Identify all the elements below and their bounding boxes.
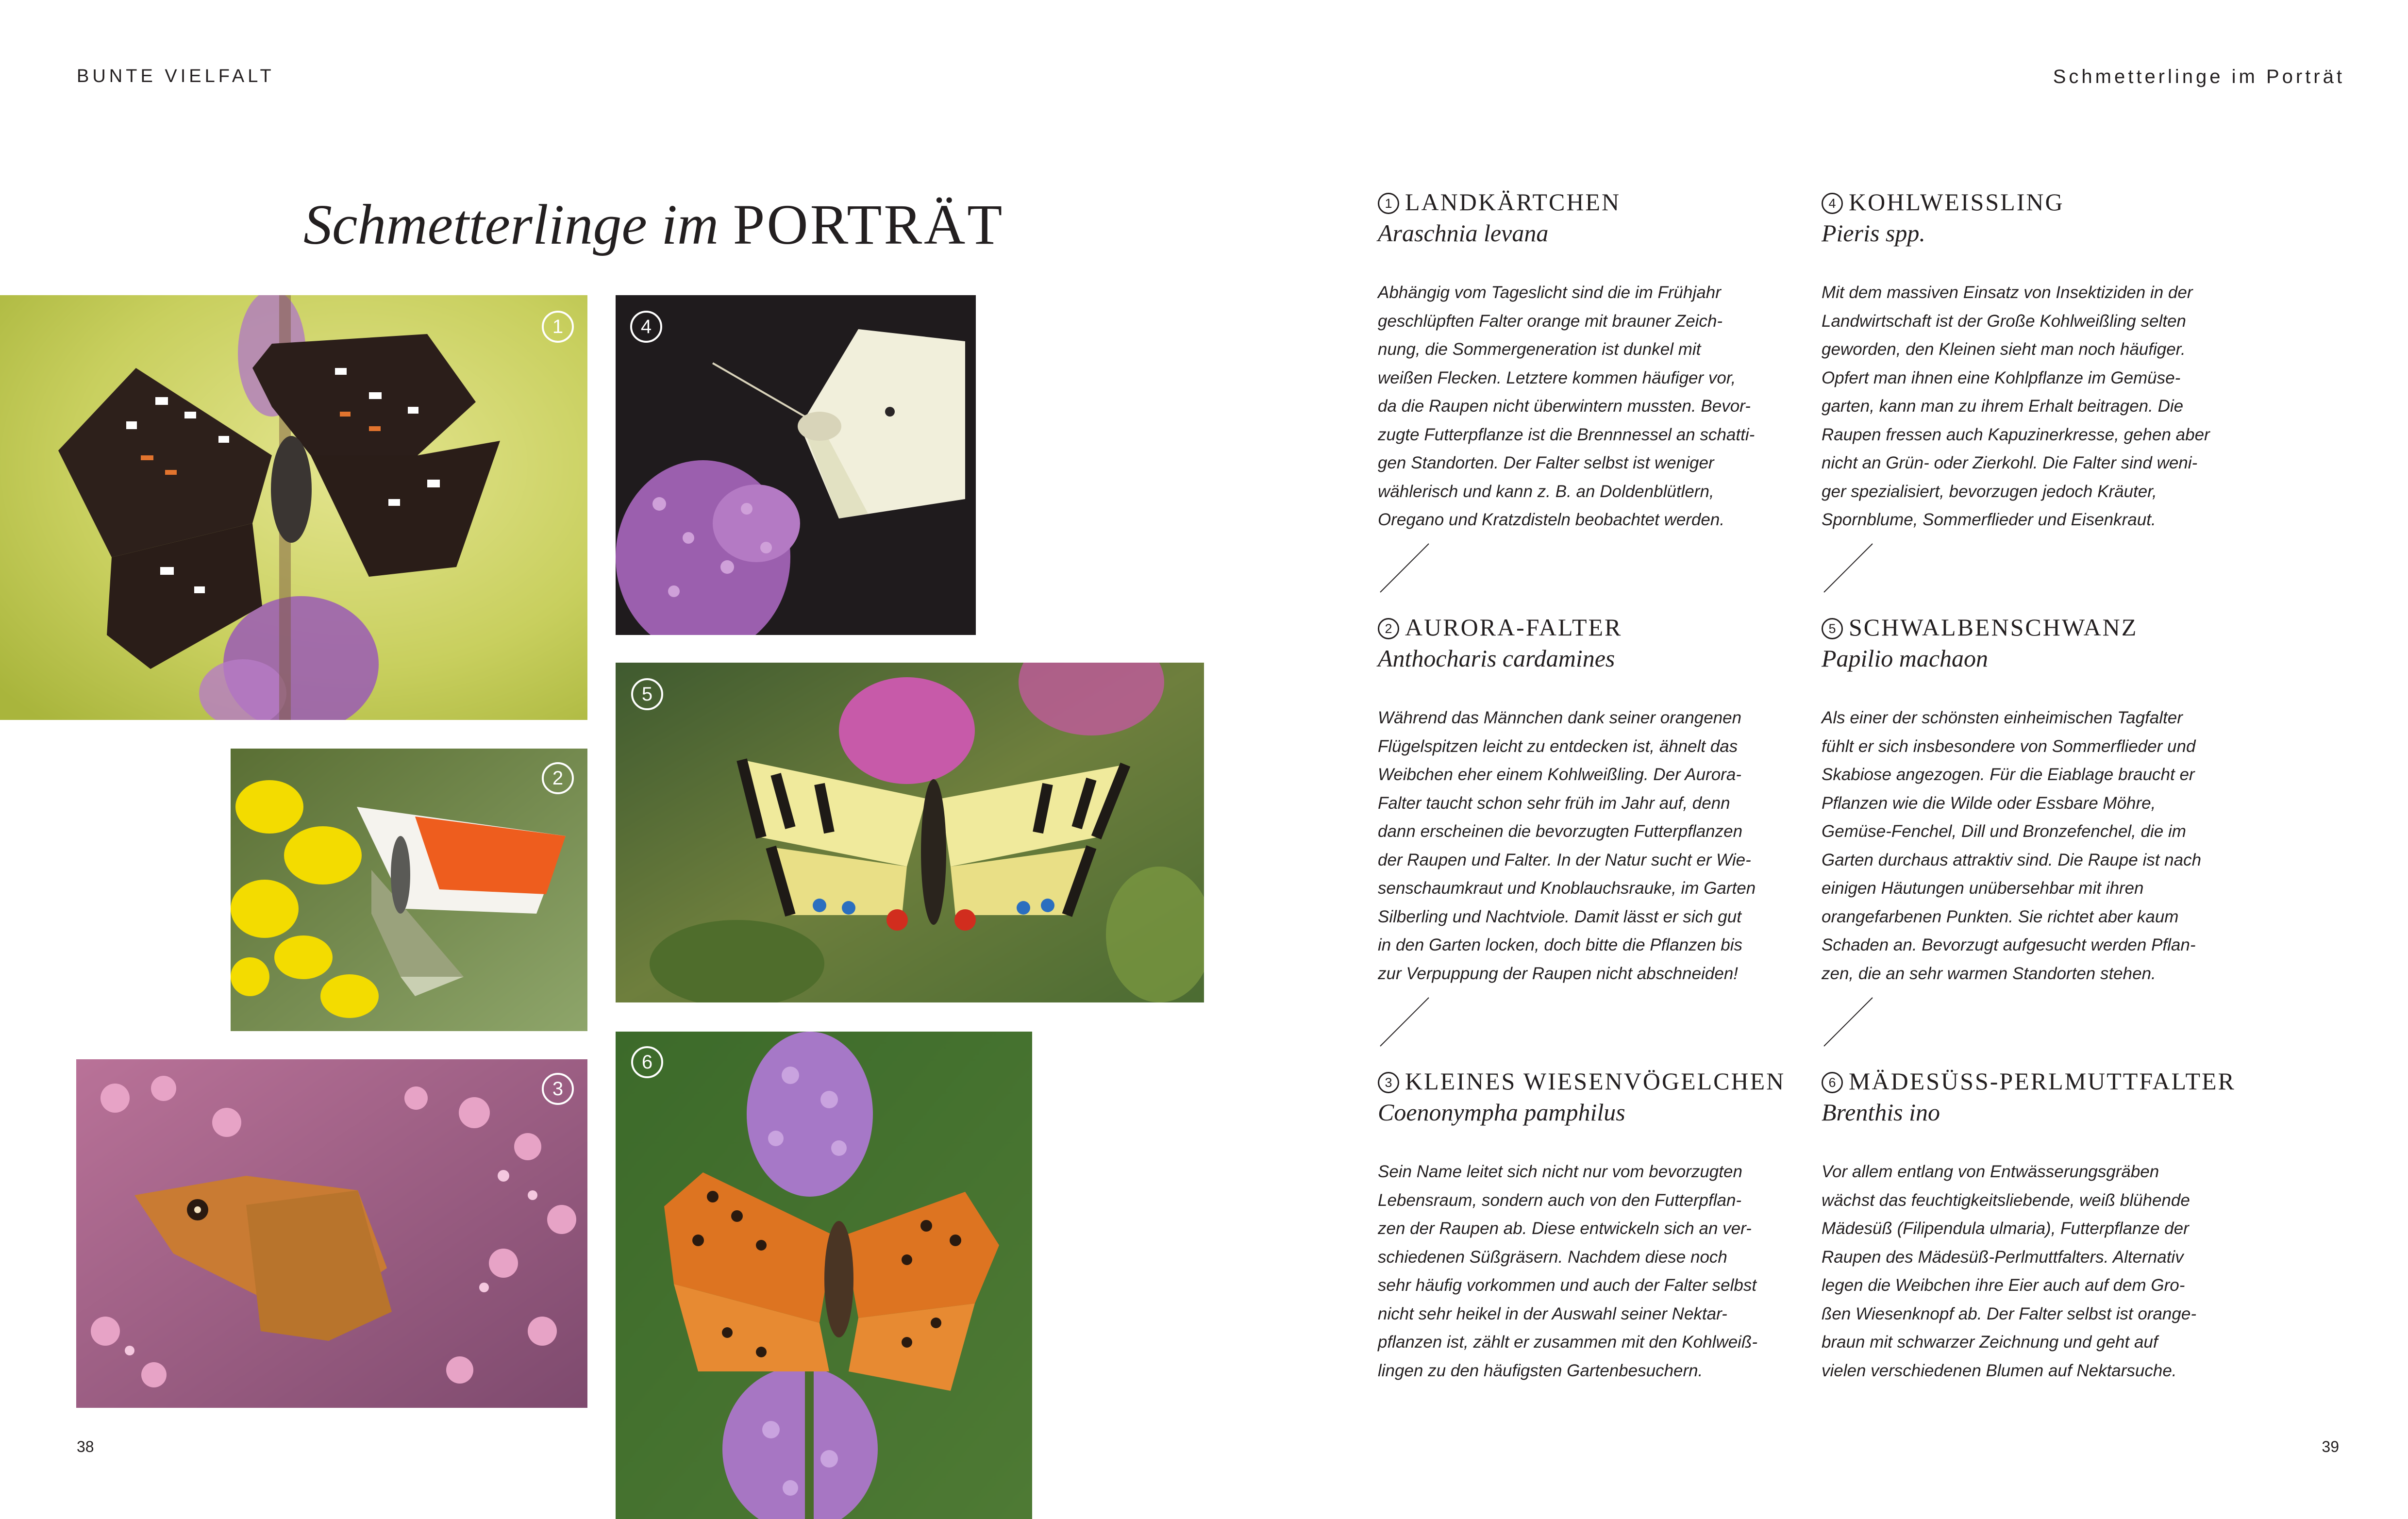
body-line: Raupen des Mädesüß-Perlmuttfalters. Alternativ bbox=[1822, 1247, 2184, 1267]
entry-number: 5 bbox=[1822, 618, 1843, 639]
photo-number-badge: 2 bbox=[542, 762, 574, 794]
title-italic: Schmetterlinge im bbox=[303, 193, 719, 256]
body-line: Weibchen eher einem Kohlweißling. Der Aurora- bbox=[1378, 765, 1741, 784]
body-line: Falter taucht schon sehr früh im Jahr auf, denn bbox=[1378, 793, 1730, 813]
running-head-right: Schmetterlinge im Porträt bbox=[2053, 66, 2345, 87]
body-line: zur Verpuppung der Raupen nicht abschneiden! bbox=[1378, 964, 1739, 983]
body-line: Mit dem massiven Einsatz von Insektiziden in der bbox=[1822, 283, 2193, 302]
body-line: vielen verschiedenen Blumen auf Nektarsuche. bbox=[1822, 1361, 2177, 1380]
body-line: Flügelspitzen leicht zu entdecken ist, ähnelt das bbox=[1378, 736, 1738, 756]
entry-heading bbox=[1822, 1066, 2239, 1097]
body-line: Mädesüß (Filipendula ulmaria), Futterpflanze der bbox=[1822, 1219, 2189, 1238]
entry-name: LANDKÄRTCHEN bbox=[1405, 188, 1621, 216]
body-line: Skabiose angezogen. Für die Eiablage braucht er bbox=[1822, 765, 2195, 784]
entry-heading bbox=[1378, 612, 1795, 643]
body-line: nicht an Grün- oder Zierkohl. Die Falter sind weni- bbox=[1822, 453, 2198, 472]
entry-latin-name: Anthocharis cardamines bbox=[1378, 645, 1615, 672]
body-line: fühlt er sich insbesondere von Sommerflieder und bbox=[1822, 736, 2196, 756]
kleines-wiesenvoegelchen-photo bbox=[76, 1059, 587, 1408]
kohlweissling-photo-image bbox=[616, 295, 976, 635]
entry-landkaertchen bbox=[1378, 186, 1795, 534]
body-line: Spornblume, Sommerflieder und Eisenkraut. bbox=[1822, 510, 2156, 529]
body-line: Landwirtschaft ist der Große Kohlweißling selten bbox=[1822, 311, 2186, 331]
schwalbenschwanz-photo-image bbox=[616, 663, 1204, 1002]
entry-kleines-wiesenvoegelchen bbox=[1378, 1066, 1795, 1385]
body-line: Raupen fressen auch Kapuzinerkresse, gehen aber bbox=[1822, 425, 2210, 444]
entry-name: AURORA-FALTER bbox=[1405, 614, 1622, 641]
entry-latin-name: Papilio machaon bbox=[1822, 645, 1989, 672]
body-line: zen der Raupen ab. Diese entwickeln sich an ver- bbox=[1378, 1219, 1752, 1238]
body-line: gen Standorten. Der Falter selbst ist weniger bbox=[1378, 453, 1714, 472]
body-line: Als einer der schönsten einheimischen Tagfalter bbox=[1822, 708, 2183, 727]
entry-latin-name: Coenonympha pamphilus bbox=[1378, 1099, 1625, 1126]
entry-number: 6 bbox=[1822, 1072, 1843, 1093]
photo-number-badge: 3 bbox=[542, 1073, 574, 1105]
photo-number-badge: 1 bbox=[542, 311, 574, 343]
section-divider bbox=[1378, 541, 1431, 595]
body-line: Abhängig vom Tageslicht sind die im Frühjahr bbox=[1378, 283, 1721, 302]
body-line: zugte Futterpflanze ist die Brennnessel an schatti- bbox=[1378, 425, 1755, 444]
entry-heading bbox=[1822, 612, 2239, 643]
entry-kohlweissling bbox=[1822, 186, 2239, 534]
entry-latin-name: Brenthis ino bbox=[1822, 1099, 1940, 1126]
body-line: ßen Wiesenknopf ab. Der Falter selbst ist orange- bbox=[1822, 1304, 2196, 1323]
kleines-wiesenvoegelchen-photo-image bbox=[76, 1059, 587, 1408]
body-line: zen, die an sehr warmen Standorten stehen. bbox=[1822, 964, 2156, 983]
entry-heading bbox=[1378, 186, 1795, 217]
entry-maedesuess-perlmuttfalter bbox=[1822, 1066, 2239, 1385]
body-line: lingen zu den häufigsten Gartenbesuchern. bbox=[1378, 1361, 1703, 1380]
body-line: garten, kann man zu ihrem Erhalt beitragen. Die bbox=[1822, 397, 2184, 416]
entry-body bbox=[1822, 1158, 2249, 1385]
body-line: da die Raupen nicht überwintern mussten. Bevor- bbox=[1378, 397, 1751, 416]
body-line: nung, die Sommergeneration ist dunkel mit bbox=[1378, 340, 1701, 359]
body-line: braun mit schwarzer Zeichnung und geht auf bbox=[1822, 1333, 2158, 1352]
section-divider bbox=[1378, 995, 1431, 1049]
body-line: senschaumkraut und Knoblauchsrauke, im Garten bbox=[1378, 879, 1756, 898]
body-line: Pflanzen wie die Wilde oder Essbare Möhre, bbox=[1822, 793, 2156, 813]
maedesuess-perlmuttfalter-photo-image bbox=[616, 1032, 1032, 1519]
body-line: wählerisch und kann z. B. an Doldenblütlern, bbox=[1378, 482, 1714, 501]
entry-number: 2 bbox=[1378, 618, 1399, 639]
body-line: Opfert man ihnen eine Kohlpflanze im Gemüse- bbox=[1822, 368, 2181, 387]
photo-number-badge: 5 bbox=[631, 678, 663, 710]
entry-name: SCHWALBENSCHWANZ bbox=[1849, 614, 2138, 641]
photo-number-badge: 6 bbox=[631, 1046, 663, 1078]
body-line: weißen Flecken. Letztere kommen häufiger vor, bbox=[1378, 368, 1736, 387]
entry-body bbox=[1822, 279, 2249, 534]
photo-number-badge: 4 bbox=[630, 311, 662, 343]
entry-body bbox=[1378, 279, 1805, 534]
spread-title bbox=[303, 192, 1004, 258]
landkaertchen-photo-image bbox=[0, 295, 587, 720]
entry-heading bbox=[1822, 186, 2239, 217]
aurora-falter-photo-image bbox=[231, 749, 587, 1031]
entry-body bbox=[1378, 704, 1805, 988]
entry-name: KLEINES WIESENVÖGELCHEN bbox=[1405, 1068, 1786, 1095]
page-number-left: 38 bbox=[77, 1438, 94, 1455]
maedesuess-perlmuttfalter-photo bbox=[616, 1032, 1032, 1519]
body-line: einigen Häutungen unübersehbar mit ihren bbox=[1822, 879, 2144, 898]
body-line: Silberling und Nachtviole. Damit lässt er sich gut bbox=[1378, 907, 1741, 926]
entry-body bbox=[1822, 704, 2249, 988]
entry-number: 1 bbox=[1378, 193, 1399, 214]
landkaertchen-photo bbox=[0, 295, 587, 720]
body-line: Gemüse-Fenchel, Dill und Bronzefenchel, die im bbox=[1822, 822, 2186, 841]
entry-number: 3 bbox=[1378, 1072, 1399, 1093]
entry-schwalbenschwanz bbox=[1822, 612, 2239, 988]
body-line: in den Garten locken, doch bitte die Pflanzen bis bbox=[1378, 935, 1743, 954]
body-line: wächst das feuchtigkeitsliebende, weiß blühende bbox=[1822, 1190, 2190, 1210]
entry-number: 4 bbox=[1822, 193, 1843, 214]
body-line: Vor allem entlang von Entwässerungsgräben bbox=[1822, 1162, 2159, 1181]
running-head-left: BUNTE VIELFALT bbox=[77, 66, 275, 86]
entry-latin-name: Pieris spp. bbox=[1822, 219, 1925, 247]
body-line: Oregano und Kratzdisteln beobachtet werden. bbox=[1378, 510, 1725, 529]
body-line: geworden, den Kleinen sieht man noch häufiger. bbox=[1822, 340, 2186, 359]
schwalbenschwanz-photo bbox=[616, 663, 1204, 1002]
section-divider bbox=[1822, 995, 1875, 1049]
kohlweissling-photo bbox=[616, 295, 976, 635]
body-line: Während das Männchen dank seiner orangenen bbox=[1378, 708, 1742, 727]
body-line: nicht sehr heikel in der Auswahl seiner Nektar- bbox=[1378, 1304, 1727, 1323]
aurora-falter-photo bbox=[231, 749, 587, 1031]
body-line: Lebensraum, sondern auch von den Futterpflan- bbox=[1378, 1190, 1742, 1210]
body-line: dann erscheinen die bevorzugten Futterpflanzen bbox=[1378, 822, 1743, 841]
entry-heading bbox=[1378, 1066, 1795, 1097]
body-line: Sein Name leitet sich nicht nur vom bevorzugten bbox=[1378, 1162, 1742, 1181]
body-line: sehr häufig vorkommen und auch der Falter selbst bbox=[1378, 1276, 1757, 1295]
entry-body bbox=[1378, 1158, 1805, 1385]
body-line: pflanzen ist, zählt er zusammen mit den Kohlweiß- bbox=[1378, 1333, 1757, 1352]
body-line: ger spezialisiert, bevorzugen jedoch Kräuter, bbox=[1822, 482, 2157, 501]
body-line: Garten durchaus attraktiv sind. Die Raupe ist nach bbox=[1822, 850, 2202, 869]
body-line: orangefarbenen Punkten. Sie richtet aber kaum bbox=[1822, 907, 2179, 926]
entry-latin-name: Araschnia levana bbox=[1378, 219, 1549, 247]
title-caps: PORTRÄT bbox=[733, 193, 1004, 256]
body-line: Schaden an. Bevorzugt aufgesucht werden Pflan- bbox=[1822, 935, 2196, 954]
entry-aurora-falter bbox=[1378, 612, 1795, 988]
body-line: schiedenen Süßgräsern. Nachdem diese noch bbox=[1378, 1247, 1727, 1267]
section-divider bbox=[1822, 541, 1875, 595]
body-line: geschlüpften Falter orange mit brauner Zeich- bbox=[1378, 311, 1723, 331]
body-line: der Raupen und Falter. In der Natur sucht er Wie- bbox=[1378, 850, 1751, 869]
body-line: legen die Weibchen ihre Eier auch auf dem Gro- bbox=[1822, 1276, 2185, 1295]
page-number-right: 39 bbox=[2322, 1438, 2339, 1455]
entry-name: KOHLWEISSLING bbox=[1849, 188, 2064, 216]
entry-name: MÄDESÜSS-PERLMUTTFALTER bbox=[1849, 1068, 2236, 1095]
